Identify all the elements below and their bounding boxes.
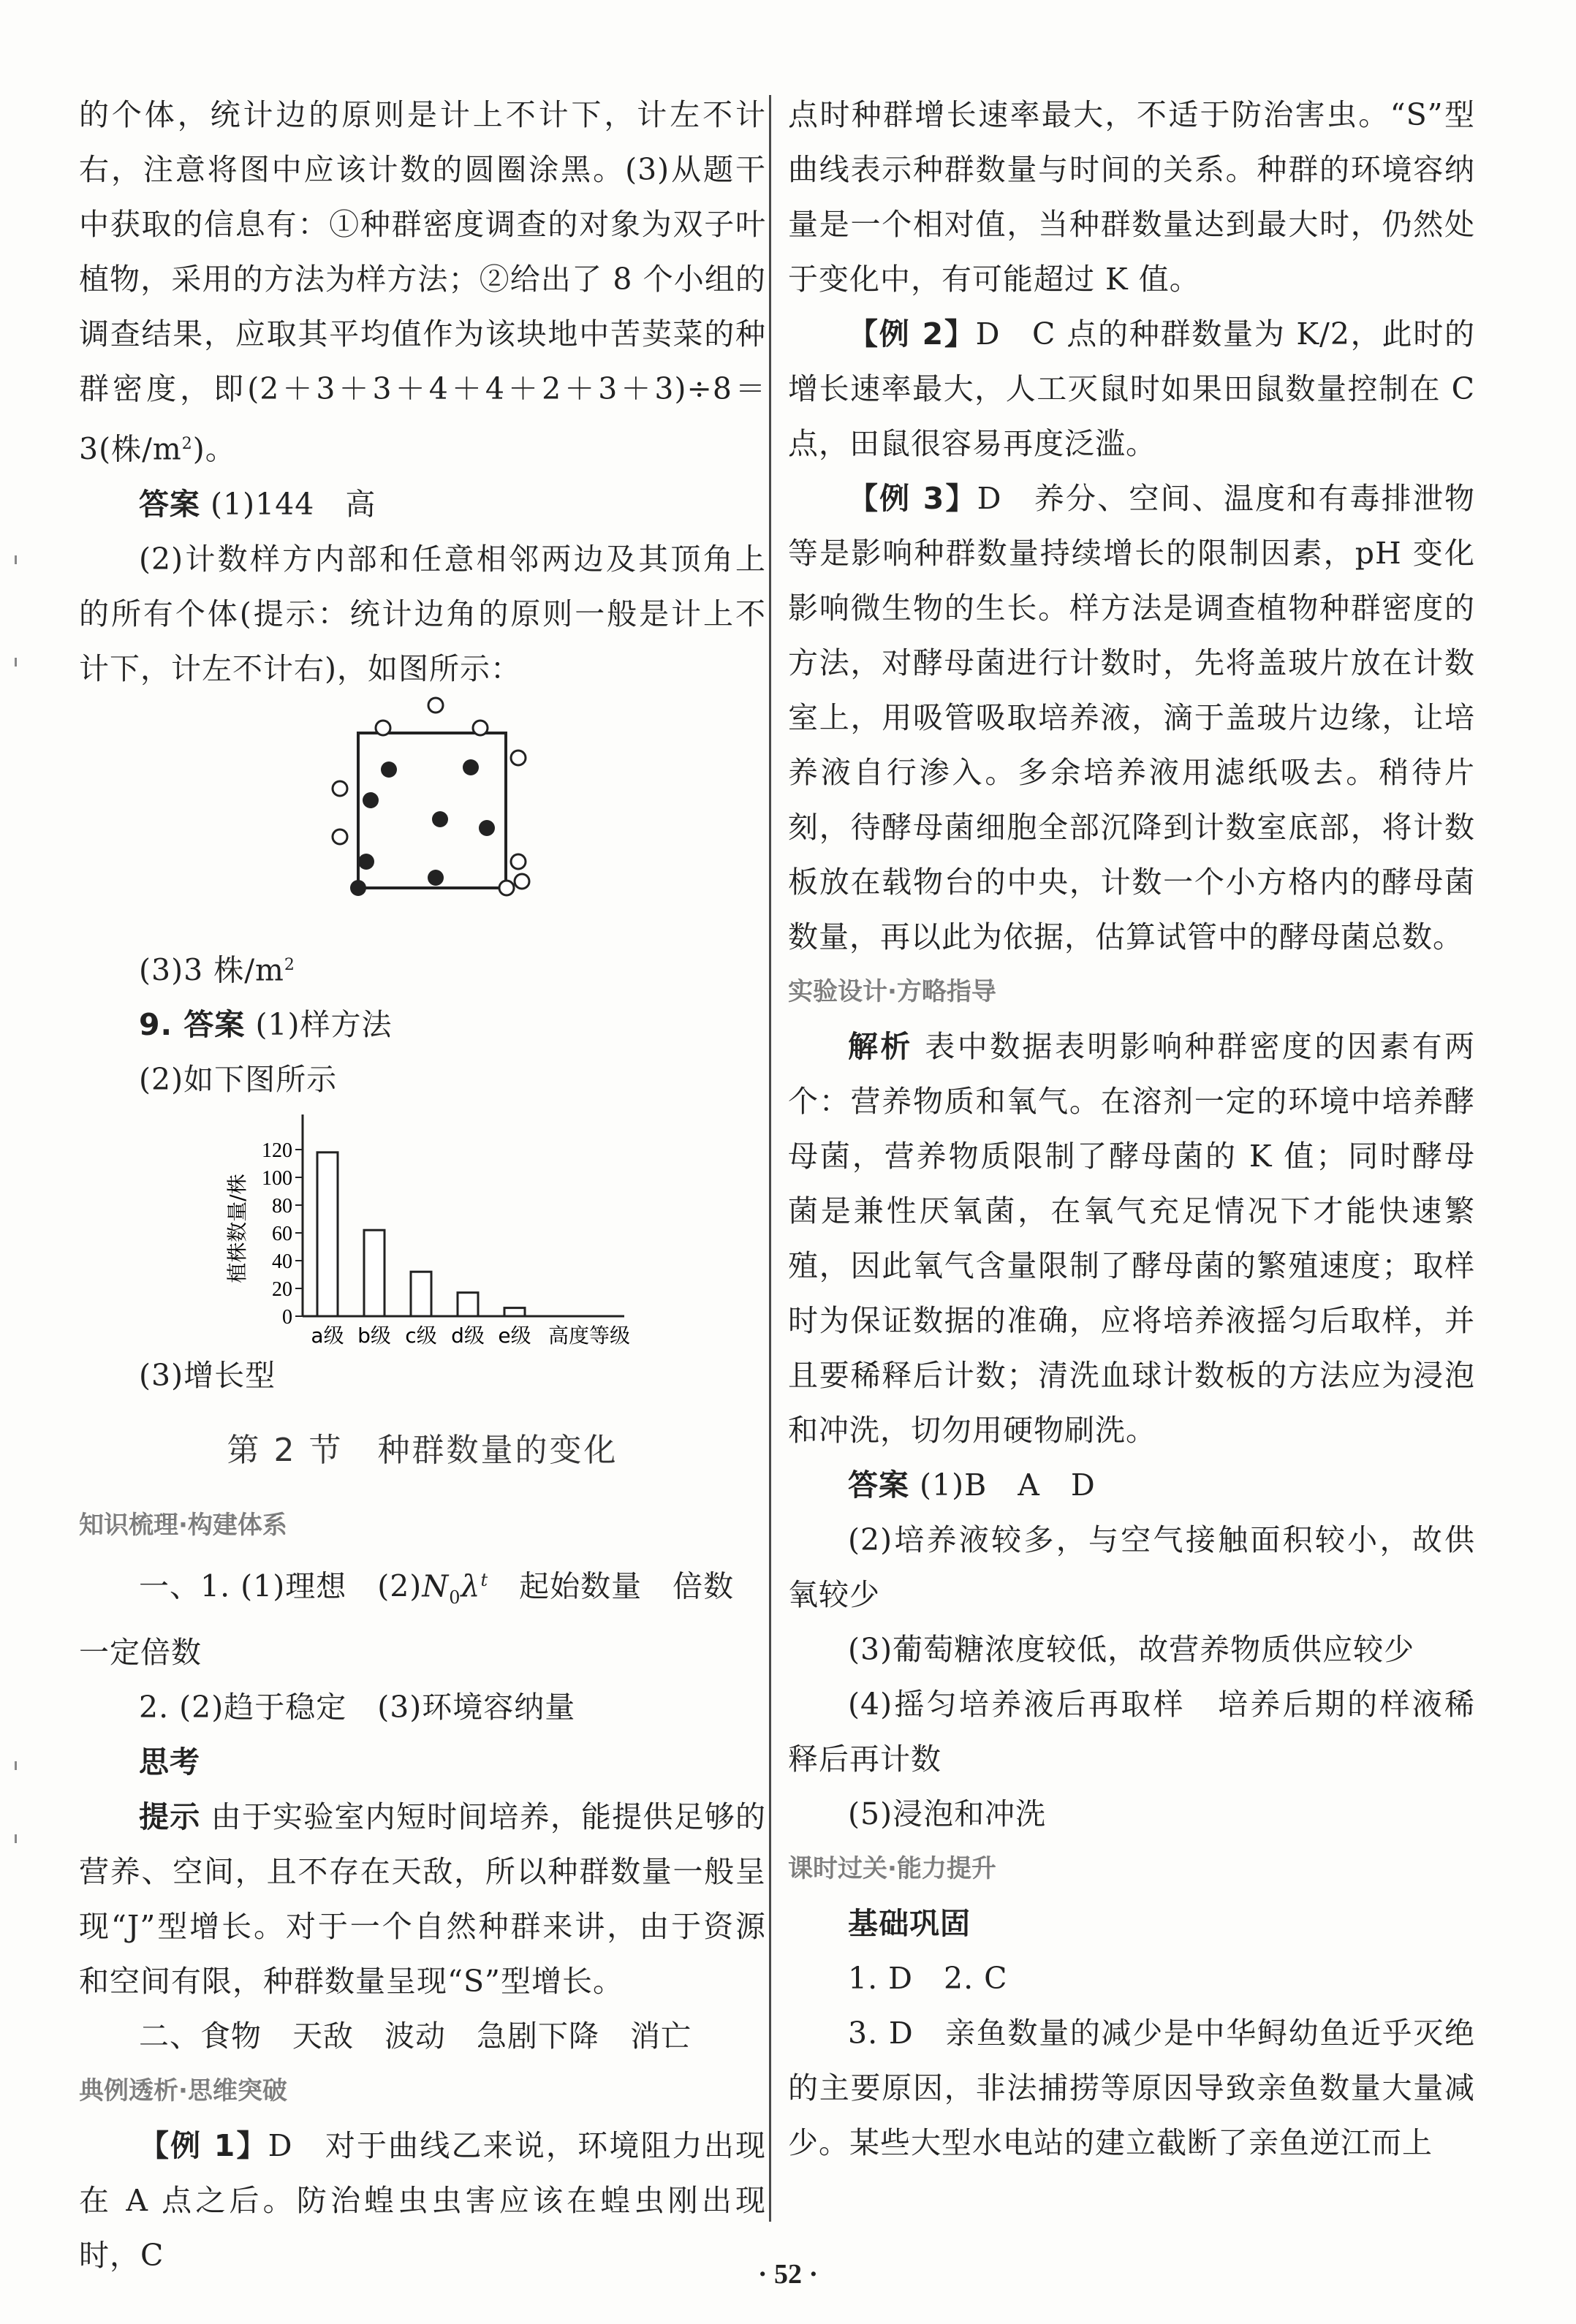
- margin-mark: [15, 555, 17, 564]
- x-tick-label: e级: [498, 1324, 531, 1348]
- think-heading: 思考: [139, 1744, 200, 1780]
- example-2: 【例 2】D C 点的种群数量为 K/2，此时的增长速率最大，人工灭鼠时如果田鼠数量控制在 C 点，田鼠很容易再度泛滥。: [788, 316, 1475, 461]
- subsection-heading: 基础巩固: [848, 1906, 971, 1941]
- section-heading: 知识梳理·构建体系: [79, 1511, 287, 1541]
- example-3: 【例 3】D 养分、空间、温度和有毒排泄物等是影响种群数量持续增长的限制因素，pH 变化影响微生物的生长。样方法是调查植物种群密度的方法，对酵母菌进行计数时，先将盖玻片放在计数室上，用吸管吸取培养液，滴于盖玻片边缘，让培养液自行渗入。多余培养液用滤纸吸去。稍待片刻，待酵母菌细胞全部沉降到计数室底部，将计数板放在载物台的中央，计数一个小方格内的酵母菌数量，再以此为依据，估算试管中的酵母菌总数。: [788, 481, 1475, 954]
- quadrat-square: [358, 733, 506, 888]
- knowledge-2: 2. (2)趋于稳定 (3)环境容纳量: [139, 1690, 576, 1725]
- margin-mark: [15, 1761, 17, 1770]
- y-tick-label: 0: [282, 1306, 292, 1329]
- knowledge-3: 二、食物 天敌 波动 急剧下降 消亡: [139, 2019, 692, 2054]
- paragraph: 点时种群增长速率最大，不适于防治害虫。“S”型曲线表示种群数量与时间的关系。种群的环境容纳量是一个相对值，当种群数量达到最大时，仍然处于变化中，有可能超过 K 值。: [788, 97, 1475, 297]
- basic-answer-3: 3. D 亲鱼数量的减少是中华鲟幼鱼近乎灭绝的主要原因，非法捕捞等原因导致亲鱼数量大量减少。某些大型水电站的建立截断了亲鱼逆江而上: [788, 2016, 1476, 2160]
- bar-a级: [317, 1152, 338, 1316]
- right-column: [788, 88, 1475, 2171]
- x-tick-label: d级: [451, 1324, 485, 1348]
- example-1: 【例 1】D 对于曲线乙来说，环境阻力出现在 A 点之后。防治蝗虫虫害应该在蝗虫刚出现时，C: [79, 2128, 766, 2274]
- answer-2: (2)培养液较多，与空气接触面积较小，故供氧较少: [788, 1522, 1475, 1612]
- x-tick-label: b级: [357, 1324, 391, 1348]
- y-tick-label: 120: [262, 1139, 292, 1163]
- answer-1: 答案 (1)B A D: [848, 1467, 1096, 1503]
- y-tick-label: 40: [272, 1250, 292, 1274]
- tip: 提示 由于实验室内短时间培养，能提供足够的营养、空间，且不存在天敌，所以种群数量一般呈现“J”型增长。对于一个自然种群来讲，由于资源和空间有限，种群数量呈现“S”型增长。: [79, 1799, 766, 2000]
- section-heading: 课时过关·能力提升: [788, 1854, 996, 1883]
- section-heading: 典例透析·思维突破: [79, 2076, 287, 2106]
- x-axis-label: 高度等级: [548, 1324, 631, 1348]
- bar-c级: [411, 1272, 431, 1317]
- x-tick-label: a级: [311, 1324, 344, 1348]
- q9-answer-3: (3)增长型: [139, 1358, 276, 1394]
- q9-answer-1: 9. 答案 (1)样方法: [139, 1007, 393, 1043]
- answer-3: (3)葡萄糖浓度较低，故营养物质供应较少: [848, 1632, 1415, 1667]
- paragraph: 的个体，统计边的原则是计上不计下，计左不计右，注意将图中应该计数的圆圈涂黑。(3)从题干中获取的信息有：①种群密度调查的对象为双子叶植物，采用的方法为样方法；②给出了 8 个小组的调查结果，应取其平均值作为该块地中苦荬菜的种群密度，即(2＋3＋3＋4＋4＋2＋3＋3)÷8＝3(株$/m^2$)。: [79, 97, 766, 467]
- quadrat-figure: [79, 696, 766, 938]
- bar-d级: [458, 1293, 478, 1316]
- y-tick-label: 60: [272, 1223, 292, 1246]
- knowledge-1: 一、1. (1)理想 $(2)N_0\lambda^t$ 起始数量 倍数: [139, 1568, 735, 1609]
- x-tick-label: c级: [405, 1324, 437, 1348]
- margin-mark: [15, 1834, 17, 1843]
- bar-e级: [504, 1308, 525, 1316]
- y-tick-label: 80: [272, 1195, 292, 1218]
- answer-3: (3)3 株$/m^2$: [139, 952, 295, 988]
- analysis: 解析 表中数据表明影响种群密度的因素有两个：营养物质和氧气。在溶剂一定的环境中培养酵母菌，营养物质限制了酵母菌的 K 值；同时酵母菌是兼性厌氧菌，在氧气充足情况下才能快速繁殖，因此氧气含量限制了酵母菌的繁殖速度；取样时为保证数据的准确，应将培养液摇匀后取样，并且要稀释后计数；清洗血球计数板的方法应为浸泡和冲洗，切勿用硬物刷洗。: [788, 1029, 1475, 1448]
- answer-4: (4)摇匀培养液后再取样 培养后期的样液稀释后再计数: [788, 1687, 1475, 1777]
- answer-1: 答案 (1)144 高: [139, 486, 376, 522]
- page-number: · 52 ·: [757, 2259, 819, 2290]
- bar-chart: [79, 1107, 766, 1348]
- y-axis-label: 植株数量/株: [225, 1174, 249, 1284]
- column-divider: [769, 95, 771, 2222]
- y-tick-label: 100: [262, 1167, 292, 1191]
- basic-answers: 1. D 2. C: [848, 1961, 1008, 1996]
- q9-answer-2: (2)如下图所示: [139, 1062, 338, 1098]
- knowledge-1-cont: 一定倍数: [79, 1635, 202, 1671]
- y-tick-label: 20: [272, 1278, 292, 1302]
- answer-5: (5)浸泡和冲洗: [848, 1796, 1047, 1831]
- bar-b级: [364, 1231, 384, 1317]
- section-title: 第 2 节 种群数量的变化: [227, 1432, 618, 1470]
- section-heading: 实验设计·方略指导: [788, 977, 996, 1006]
- left-column: [79, 88, 766, 2283]
- answer-2: (2)计数样方内部和任意相邻两边及其顶角上的所有个体(提示：统计边角的原则一般是计上不计下，计左不计右)，如图所示：: [79, 541, 766, 686]
- filled-circles: [350, 759, 495, 896]
- margin-mark: [15, 658, 17, 667]
